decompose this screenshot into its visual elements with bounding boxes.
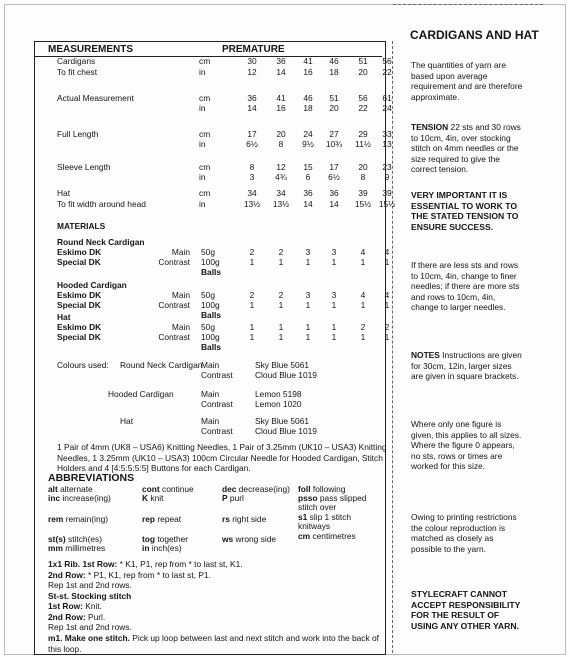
measurement-label: Full Length xyxy=(57,129,99,139)
measurement-value: 3 xyxy=(249,172,255,182)
tension-note xyxy=(411,122,523,175)
yarn-role: Main xyxy=(171,247,190,257)
main-colour: Sky Blue 5061 xyxy=(255,360,310,370)
yarn-name: Eskimo DK xyxy=(57,290,102,300)
contrast-word: Contrast xyxy=(201,370,233,380)
abbreviation-definition: inch(es) xyxy=(151,543,182,553)
abbreviation-term: s1 xyxy=(298,512,308,522)
abbreviation-item xyxy=(222,534,276,544)
measurement-value: 51 xyxy=(358,56,368,66)
measurement-value: 56 xyxy=(358,93,368,103)
yarn-weight: 100g xyxy=(201,257,220,267)
abbreviation-term: K xyxy=(142,493,149,503)
ball-count: 1 xyxy=(249,332,255,342)
abbreviation-definition: continue xyxy=(162,484,194,494)
measurement-value: 27 xyxy=(329,129,339,139)
ball-count: 1 xyxy=(360,332,366,342)
abbreviation-term: ws xyxy=(222,534,234,544)
yarn-weight: 50g xyxy=(201,247,215,257)
measurement-value: 24 xyxy=(382,103,392,113)
yarn-name: Special DK xyxy=(57,300,101,310)
measurement-value: 14 xyxy=(247,103,257,113)
abbreviation-term: inc xyxy=(48,493,61,503)
needles-line: Needles, 1 3.25mm (UK10 – USA3) 100cm Circular Needle for Hooded Cardigan, Stitch xyxy=(57,452,383,463)
measurement-value: 30 xyxy=(247,56,257,66)
abbreviation-definition: repeat xyxy=(157,514,182,524)
yarn-role: Main xyxy=(171,322,190,332)
abbreviation-item xyxy=(222,514,266,524)
colours-label: Colours used: xyxy=(57,360,109,370)
instruction-text: Rep 1st and 2nd rows. xyxy=(48,580,132,591)
abbreviation-term: P xyxy=(222,493,228,503)
instruction-line xyxy=(48,622,379,633)
instruction-text: Pick up loop between last and next stitch and work into the back of xyxy=(129,633,379,644)
instruction-label: St-st. Stocking stitch xyxy=(48,590,132,601)
measurement-value: 13½ xyxy=(272,199,290,209)
instruction-line xyxy=(48,601,379,612)
instruction-line xyxy=(48,580,379,591)
yarn-role: Contrast xyxy=(158,300,190,310)
abbreviation-term: dec xyxy=(222,484,237,494)
abbreviation-definition: knitways xyxy=(298,521,331,531)
main-word: Main xyxy=(201,389,220,399)
abbreviation-term: mm xyxy=(48,543,63,553)
abbreviation-term: tog xyxy=(142,534,156,544)
ball-count: 1 xyxy=(278,257,284,267)
contrast-colour: Cloud Blue 1019 xyxy=(255,370,317,380)
abbreviation-item xyxy=(48,543,105,553)
measurement-value: 51 xyxy=(329,93,339,103)
measurement-value: 17 xyxy=(247,129,257,139)
ball-count: 1 xyxy=(384,257,390,267)
measurement-value: 20 xyxy=(358,67,368,77)
measurement-unit: cm xyxy=(199,56,211,66)
tension-label: TENSION xyxy=(411,122,449,132)
ball-count: 1 xyxy=(384,300,390,310)
contrast-word: Contrast xyxy=(201,426,233,436)
measurement-value: 11½ xyxy=(355,139,371,149)
ball-count: 3 xyxy=(305,290,311,300)
abbreviation-definition: alternate xyxy=(60,484,93,494)
ball-count: 4 xyxy=(360,247,366,257)
ball-count: 3 xyxy=(305,247,311,257)
abbreviation-definition: stitch(es) xyxy=(68,534,102,544)
abbreviation-definition: slip 1 stitch xyxy=(309,512,352,522)
measurement-label: To fit chest xyxy=(57,67,98,77)
materials-heading: MATERIALS xyxy=(57,221,106,231)
measurement-value: 15½ xyxy=(354,199,372,209)
measurement-value: 14 xyxy=(303,199,313,209)
instruction-label: m1. Make one stitch. xyxy=(48,633,130,644)
abbreviation-term: st(s) xyxy=(48,534,66,544)
measurement-unit: cm xyxy=(199,129,211,139)
measurement-value: 14 xyxy=(329,199,339,209)
ball-count: 1 xyxy=(305,257,311,267)
measurement-value: 8 xyxy=(360,172,366,182)
ball-count: 1 xyxy=(305,300,311,310)
abbreviation-definition: decrease(ing) xyxy=(238,484,290,494)
measurement-unit: cm xyxy=(199,162,211,172)
yarn-role: Main xyxy=(171,290,190,300)
needles-line: Holders and 4 [4:5:5:5:5] Buttons for each Cardigan. xyxy=(57,463,251,473)
abbreviation-item xyxy=(142,543,182,553)
main-word: Main xyxy=(201,416,220,426)
abbreviation-term: rs xyxy=(222,514,230,524)
ball-count: 1 xyxy=(305,332,311,342)
measurement-value: 29 xyxy=(358,129,368,139)
instruction-text: Knit. xyxy=(82,601,102,612)
tension-text: 22 sts and 30 rows to 10cm, 4in, over stocking stitch on 4mm needles or the size required to give the correct tension. xyxy=(411,122,521,174)
yarn-weight: 50g xyxy=(201,290,215,300)
ball-count: 2 xyxy=(360,322,366,332)
ball-count: 4 xyxy=(360,290,366,300)
balls-label: Balls xyxy=(201,342,222,352)
measurement-unit: in xyxy=(199,103,206,113)
yarn-name: Special DK xyxy=(57,257,101,267)
abbreviation-term: cont xyxy=(142,484,160,494)
instruction-line xyxy=(48,570,379,581)
ball-count: 1 xyxy=(360,300,366,310)
ball-count: 1 xyxy=(331,300,337,310)
abbreviation-item xyxy=(48,514,108,524)
instruction-line xyxy=(48,591,379,602)
measurement-value: 15 xyxy=(303,162,313,172)
abbreviation-item xyxy=(298,521,330,531)
abbreviation-term: psso xyxy=(298,493,318,503)
measurement-value: 36 xyxy=(247,93,257,103)
stitch-instructions xyxy=(48,559,379,654)
yarn-role: Contrast xyxy=(158,332,190,342)
measurement-unit: in xyxy=(199,172,206,182)
abbreviation-definition: stitch over xyxy=(298,502,337,512)
instruction-text: Purl. xyxy=(85,611,106,622)
abbreviation-definition: centimetres xyxy=(312,531,356,541)
measurement-label: Hat xyxy=(57,188,71,198)
abbreviation-item xyxy=(142,514,181,524)
measurement-value: 24 xyxy=(303,129,313,139)
measurement-value: 12 xyxy=(247,67,257,77)
abbreviation-definition: increase(ing) xyxy=(62,493,111,503)
measurement-value: 6½ xyxy=(328,172,340,182)
measurement-value: 34 xyxy=(247,188,257,198)
yarn-role: Contrast xyxy=(158,257,190,267)
measurement-value: 36 xyxy=(276,56,286,66)
abbreviation-term: alt xyxy=(48,484,58,494)
abbreviations-heading: ABBREVIATIONS xyxy=(48,472,135,484)
measurement-value: 23 xyxy=(382,162,392,172)
ball-count: 3 xyxy=(331,247,337,257)
instruction-line xyxy=(48,644,379,655)
abbreviation-term: foll xyxy=(298,484,311,494)
fewer-stitches-note: If there are less sts and rows to 10cm, 4in, change to finer needles; if there are more sts and rows to 10cm, 4in, change to larger needles. xyxy=(411,260,520,312)
abbreviation-definition: purl xyxy=(229,493,244,503)
premature-label: PREMATURE xyxy=(222,44,285,55)
measurement-value: 17 xyxy=(329,162,339,172)
measurement-unit: cm xyxy=(199,93,211,103)
instruction-line xyxy=(48,633,379,644)
measurement-value: 41 xyxy=(276,93,286,103)
materials-group-title: Hat xyxy=(57,312,71,322)
main-colour: Lemon 5198 xyxy=(255,389,302,399)
instruction-text: * K1, P1, rep from * to last st, K1. xyxy=(117,559,243,569)
instruction-text: Rep 1st and 2nd rows. xyxy=(48,622,132,633)
measurement-value: 22 xyxy=(382,67,392,77)
measurement-value: 46 xyxy=(329,56,339,66)
contrast-colour: Cloud Blue 1019 xyxy=(255,426,317,436)
measurement-value: 10¾ xyxy=(325,139,343,149)
printing-note: Owing to printing restrictions the colour reproduction is matched as closely as possible to the yarn. xyxy=(411,512,517,554)
measurement-value: 22 xyxy=(358,103,368,113)
measurement-value: 18 xyxy=(329,67,339,77)
instruction-text: this loop. xyxy=(48,643,82,654)
measurement-value: 16 xyxy=(276,103,286,113)
yarn-name: Eskimo DK xyxy=(57,322,102,332)
measurement-value: 9½ xyxy=(302,139,314,149)
yarn-name: Eskimo DK xyxy=(57,247,102,257)
abbreviation-term: rep xyxy=(142,514,156,524)
notes-label: NOTES xyxy=(411,350,440,360)
measurement-value: 6½ xyxy=(246,139,258,149)
ball-count: 1 xyxy=(331,332,337,342)
instruction-label: 1x1 Rib. 1st Row: xyxy=(48,559,118,569)
abbreviation-definition: remain(ing) xyxy=(65,514,109,524)
measurement-label: To fit width around head xyxy=(57,199,146,209)
abbreviation-term: cm xyxy=(298,531,311,541)
abbreviation-definition: knit xyxy=(150,493,164,503)
yarn-weight: 100g xyxy=(201,300,220,310)
abbreviation-item xyxy=(298,531,356,541)
ball-count: 1 xyxy=(331,257,337,267)
ball-count: 2 xyxy=(249,247,255,257)
measurement-value: 12 xyxy=(276,162,286,172)
measurement-unit: cm xyxy=(199,188,211,198)
yarn-name: Special DK xyxy=(57,332,101,342)
ball-count: 2 xyxy=(249,290,255,300)
ball-count: 4 xyxy=(384,247,390,257)
notes-text: Instructions are given for 30cm, 12in, larger sizes are given in square brackets. xyxy=(411,350,522,381)
measurement-label: Cardigans xyxy=(57,56,96,66)
materials-group-title: Round Neck Cardigan xyxy=(57,237,145,247)
disclaimer-note: STYLECRAFT CANNOT ACCEPT RESPONSIBILITY FOR THE RESULT OF USING ANY OTHER YARN. xyxy=(411,589,521,632)
abbreviation-item xyxy=(142,493,163,503)
quantities-note: The quantities of yarn are based upon average requirement and are therefore approximate. xyxy=(411,60,523,102)
ball-count: 1 xyxy=(278,300,284,310)
ball-count: 1 xyxy=(249,257,255,267)
colour-item: Round Neck Cardigan xyxy=(120,360,203,370)
abbreviation-definition: wrong side xyxy=(235,534,277,544)
measurement-value: 39 xyxy=(358,188,368,198)
measurement-value: 14 xyxy=(276,67,286,77)
colour-item: Hooded Cardigan xyxy=(108,389,174,399)
top-dashed-rule xyxy=(393,4,543,5)
abbreviation-item xyxy=(48,493,111,503)
measurement-value: 33 xyxy=(382,129,392,139)
measurement-value: 4¾ xyxy=(275,172,287,182)
ball-count: 2 xyxy=(278,247,284,257)
materials-group-title: Hooded Cardigan xyxy=(57,280,127,290)
measurement-value: 56 xyxy=(382,56,392,66)
ball-count: 1 xyxy=(278,322,284,332)
measurement-value: 20 xyxy=(276,129,286,139)
measurement-label: Sleeve Length xyxy=(57,162,111,172)
measurement-value: 36 xyxy=(329,188,339,198)
yarn-weight: 50g xyxy=(201,322,215,332)
instruction-label: 2nd Row: xyxy=(48,611,86,622)
needles-line: 1 Pair of 4mm (UK8 – USA6) Knitting Needles, 1 Pair of 3.25mm (UK10 – USA3) Knitting xyxy=(57,442,387,452)
ball-count: 1 xyxy=(278,332,284,342)
instruction-label: 2nd Row: xyxy=(48,569,86,580)
abbreviation-term: in xyxy=(142,543,150,553)
measurement-value: 9 xyxy=(384,172,390,182)
instruction-line xyxy=(48,612,379,623)
needles-text xyxy=(57,442,387,474)
abbreviation-definition: following xyxy=(312,484,346,494)
measurement-value: 8 xyxy=(278,139,284,149)
abbreviation-definition: millimetres xyxy=(65,543,106,553)
measurement-label: Actual Measurement xyxy=(57,93,134,103)
measurement-unit: in xyxy=(199,139,206,149)
ball-count: 3 xyxy=(331,290,337,300)
measurement-value: 41 xyxy=(303,56,313,66)
measurement-unit: in xyxy=(199,199,206,209)
ball-count: 1 xyxy=(384,332,390,342)
yarn-weight: 100g xyxy=(201,332,220,342)
measurement-value: 46 xyxy=(303,93,313,103)
contrast-colour: Lemon 1020 xyxy=(255,399,302,409)
ball-count: 1 xyxy=(331,322,337,332)
abbreviation-term: rem xyxy=(48,514,64,524)
measurement-value: 39 xyxy=(382,188,392,198)
balls-label: Balls xyxy=(201,310,222,320)
notes-note xyxy=(411,350,523,382)
page-title: CARDIGANS AND HAT xyxy=(410,28,539,42)
colour-item: Hat xyxy=(120,416,134,426)
main-colour: Sky Blue 5061 xyxy=(255,416,310,426)
measurement-value: 15½ xyxy=(378,199,396,209)
measurement-value: 61 xyxy=(382,93,392,103)
instruction-line xyxy=(48,559,379,570)
abbreviation-definition: pass slipped xyxy=(319,493,367,503)
measurement-value: 20 xyxy=(358,162,368,172)
ball-count: 1 xyxy=(249,300,255,310)
ball-count: 1 xyxy=(249,322,255,332)
measurement-value: 16 xyxy=(303,67,313,77)
measurement-value: 20 xyxy=(329,103,339,113)
ball-count: 1 xyxy=(360,257,366,267)
balls-label: Balls xyxy=(201,267,222,277)
ball-count: 2 xyxy=(278,290,284,300)
one-figure-note: Where only one figure is given, this applies to all sizes. Where the figure 0 appears, no sts, rows or times are worked for this size. xyxy=(411,419,522,471)
measurement-value: 13½ xyxy=(243,199,261,209)
abbreviation-item xyxy=(298,502,336,512)
measurement-value: 18 xyxy=(303,103,313,113)
ball-count: 1 xyxy=(305,322,311,332)
measurement-value: 36 xyxy=(303,188,313,198)
contrast-word: Contrast xyxy=(201,399,233,409)
abbreviation-item xyxy=(222,493,244,503)
important-note: VERY IMPORTANT IT IS ESSENTIAL TO WORK TO THE STATED TENSION TO ENSURE SUCCESS. xyxy=(411,190,519,233)
measurement-value: 8 xyxy=(249,162,255,172)
measurement-value: 13 xyxy=(382,139,392,149)
instruction-label: 1st Row: xyxy=(48,601,83,612)
instruction-text: * P1, K1, rep from * to last st, P1. xyxy=(85,569,211,580)
main-word: Main xyxy=(201,360,220,370)
measurement-unit: in xyxy=(199,67,206,77)
measurement-value: 34 xyxy=(276,188,286,198)
ball-count: 2 xyxy=(384,322,390,332)
measurements-heading: MEASUREMENTS xyxy=(48,44,134,55)
ball-count: 4 xyxy=(384,290,390,300)
abbreviation-definition: right side xyxy=(232,514,267,524)
abbreviation-definition: together xyxy=(157,534,189,544)
measurement-value: 6 xyxy=(305,172,311,182)
